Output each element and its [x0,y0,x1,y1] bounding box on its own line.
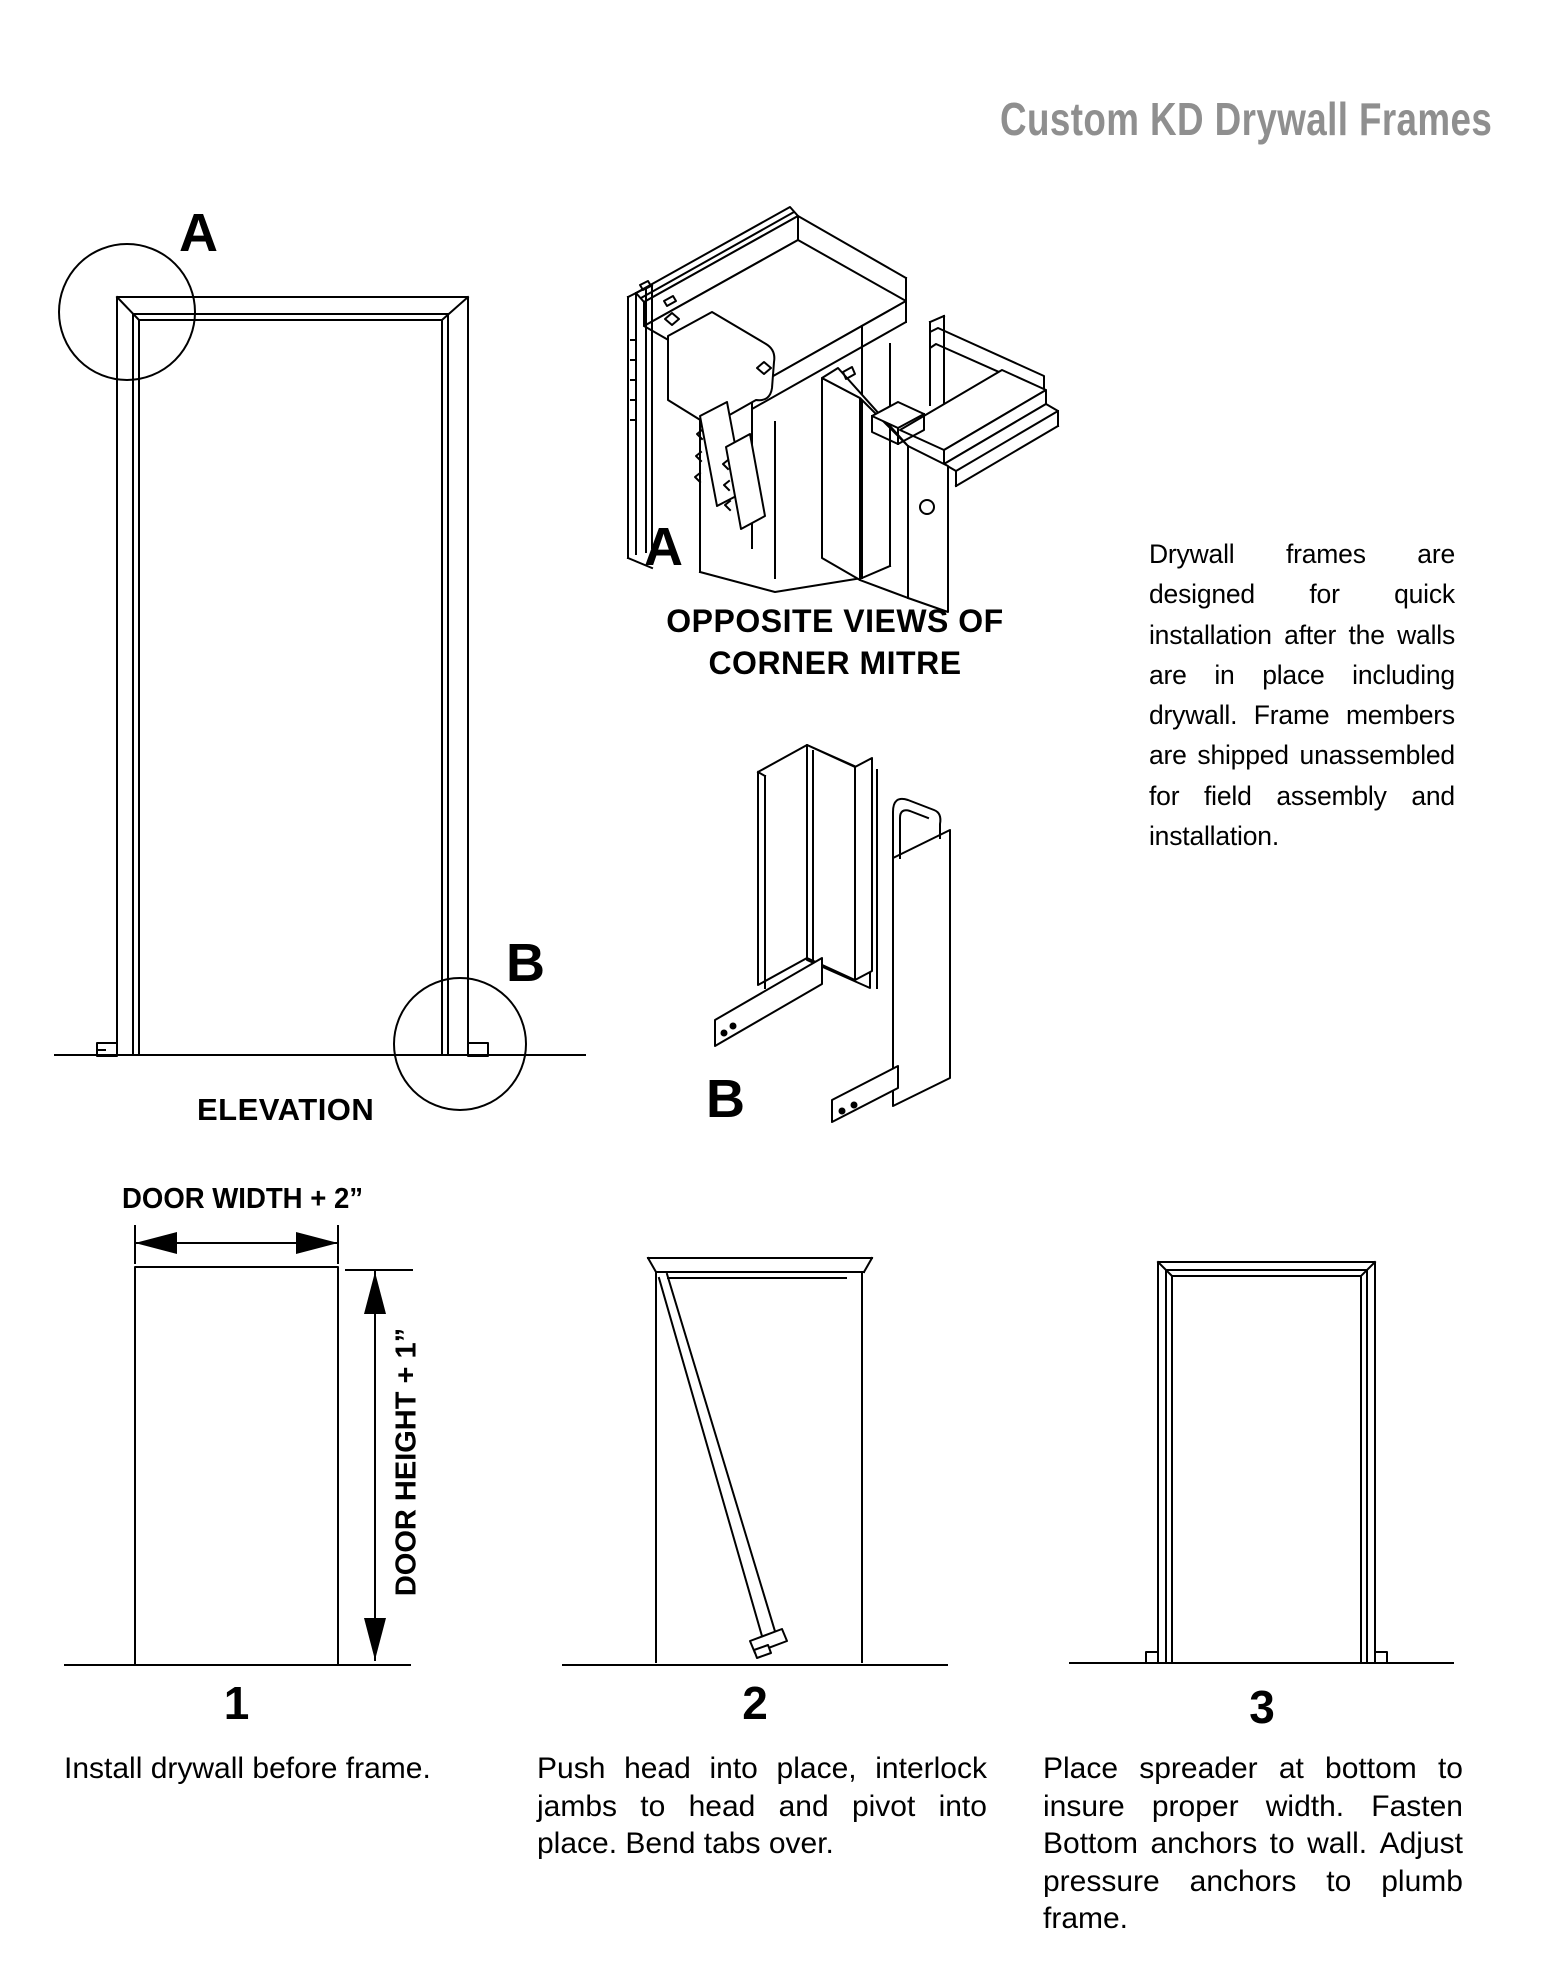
jamb-base-b-label: B [706,1069,745,1129]
figure3-caption-line: frame. [1043,1902,1129,1935]
elevation-detail-a-label: A [179,203,218,263]
detail-a-circle [59,244,195,380]
figure2-number: 2 [742,1677,768,1729]
figure3-number: 3 [1249,1681,1275,1733]
corner-mitre-caption-line2: CORNER MITRE [708,645,962,681]
figure3-caption-line: pressure anchors to plumb [1043,1864,1463,1898]
intro-line: designed for quick [1149,579,1455,610]
corner-mitre-a-label: A [644,517,683,577]
door-width-dimension-label: DOOR WIDTH + 2” [122,1183,364,1215]
corner-mitre-drawing-right [822,316,1058,612]
figure1-drawing [65,1226,412,1665]
figure1-caption-line: Install drywall before frame. [64,1752,431,1785]
intro-line: are shipped unassembled [1149,740,1455,771]
jamb-base-drawing [715,745,950,1122]
intro-line: for field assembly and [1149,780,1455,811]
elevation-detail-b-label: B [506,933,545,993]
figure1-number: 1 [223,1677,250,1729]
page-title: Custom KD Drywall Frames [999,93,1492,145]
detail-b-circle [394,978,526,1110]
figure2-caption-line: place. Bend tabs over. [537,1827,834,1860]
figure3-caption-line: insure proper width. Fasten [1043,1789,1463,1823]
intro-line: drywall. Frame members [1149,700,1455,731]
corner-mitre-caption [585,600,1085,684]
intro-line: installation after the walls [1149,619,1455,650]
intro-line: Drywall frames are [1149,539,1455,569]
elevation-caption: ELEVATION [197,1092,375,1127]
intro-line: installation. [1149,821,1279,852]
figure2-drawing [563,1258,947,1665]
corner-mitre-caption-line1: OPPOSITE VIEWS OF [666,603,1004,639]
figure1-caption [64,1750,454,1788]
figure3-drawing [1070,1262,1453,1663]
figure2-caption-line: jambs to head and pivot into [537,1789,987,1823]
door-height-dimension-label: DOOR HEIGHT + 1” [390,1327,423,1597]
intro-paragraph [1149,534,1455,856]
figure3-caption-line: Place spreader at bottom to [1043,1752,1463,1785]
intro-line: are in place including [1149,659,1455,690]
figure3-caption [1043,1750,1463,1938]
figure2-caption [537,1750,987,1863]
figure3-caption-line: Bottom anchors to wall. Adjust [1043,1827,1463,1860]
figure2-caption-line: Push head into place, interlock [537,1752,987,1785]
